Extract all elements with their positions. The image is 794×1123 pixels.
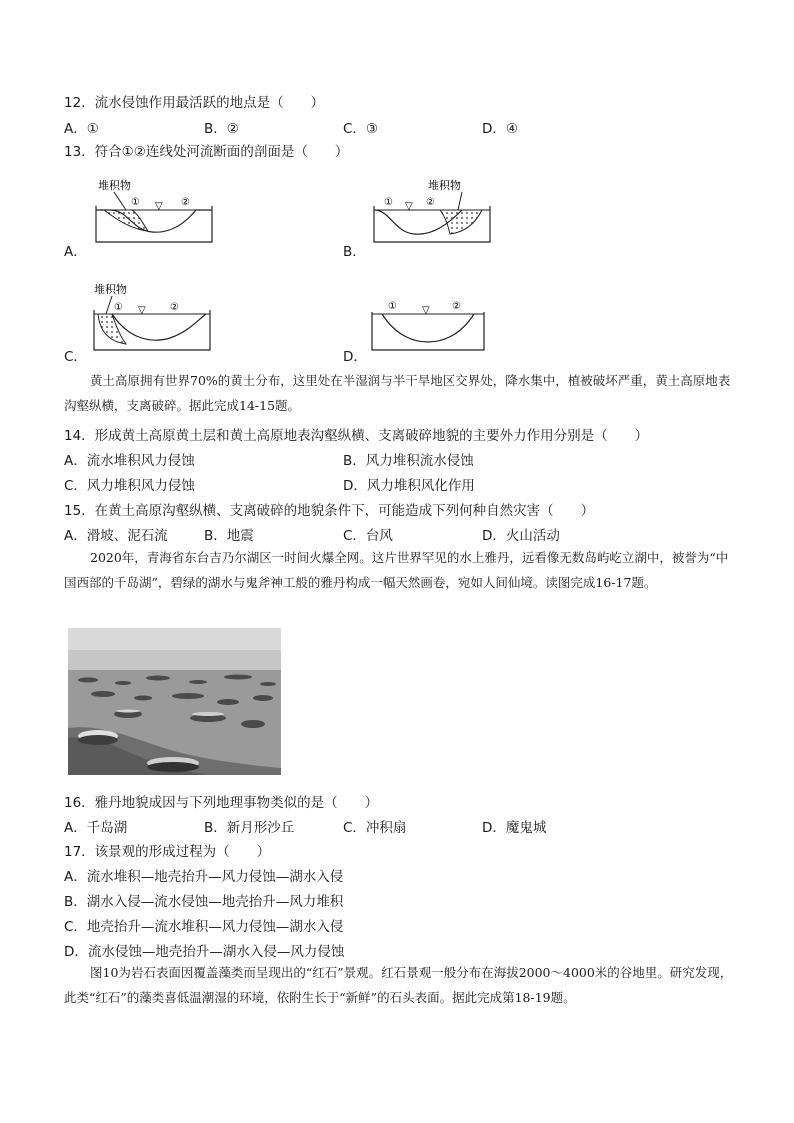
q13-diagram-c	[90, 280, 215, 356]
svg-text:①: ①	[114, 302, 123, 313]
q17-stem: 17．该景观的形成过程为（ ）	[64, 844, 271, 860]
svg-text:▽: ▽	[405, 201, 413, 212]
q14-stem: 14．形成黄土高原黄土层和黄土高原地表沟壑纵横、支离破碎地貌的主要外力作用分别是（ ）	[64, 428, 649, 444]
q13-option-a-letter: A．	[64, 244, 87, 260]
q13-option-b-letter: B．	[343, 244, 366, 260]
q13-option-d-letter: D．	[343, 349, 367, 365]
svg-text:①: ①	[388, 301, 397, 312]
q16-option-c: C．冲积扇	[343, 820, 407, 836]
q17-option-d: D．流水侵蚀—地壳抬升—湖水入侵—风力侵蚀	[64, 944, 345, 960]
svg-text:▽: ▽	[422, 305, 430, 316]
q13-option-c-letter: C．	[64, 349, 87, 365]
svg-text:①: ①	[131, 197, 140, 208]
q12-option-b: B．②	[204, 121, 239, 137]
q12-stem: 12．流水侵蚀作用最活跃的地点是（ ）	[64, 95, 325, 111]
q12-option-a: A．①	[64, 121, 99, 137]
q14-option-c: C．风力堆积风力侵蚀	[64, 478, 195, 494]
q15-option-a: A．滑坡、泥石流	[64, 528, 168, 544]
q17-option-b: B．湖水入侵—流水侵蚀—地壳抬升—风力堆积	[64, 894, 344, 910]
svg-text:堆积物: 堆积物	[94, 283, 127, 296]
svg-text:②: ②	[181, 197, 190, 208]
q16-option-a: A．千岛湖	[64, 820, 128, 836]
q16-option-d: D．魔鬼城	[482, 820, 547, 836]
svg-text:②: ②	[452, 301, 461, 312]
q12-option-d: D．④	[482, 121, 518, 137]
q17-option-a: A．流水堆积—地壳抬升—风力侵蚀—湖水入侵	[64, 869, 344, 885]
q16-option-b: B．新月形沙丘	[204, 820, 295, 836]
q13-diagram-b	[370, 176, 495, 252]
passage-loess: 黄土高原拥有世界70%的黄土分布，这里处在半湿润与半干旱地区交界处，降水集中，植被破坏严重，黄土高原地表沟壑纵横，支离破碎。据此完成14-15题。	[64, 373, 731, 413]
q14-option-a: A．流水堆积风力侵蚀	[64, 453, 195, 469]
svg-text:▽: ▽	[155, 201, 163, 212]
svg-text:堆积物: 堆积物	[428, 179, 461, 192]
passage-yardang: 2020年，青海省东台吉乃尔湖区一时间火爆全网。这片世界罕见的水上雅丹，远看像无数岛屿屹立湖中，被誉为“中国西部的千岛湖”，碧绿的湖水与鬼斧神工般的雅丹构成一幅天然画卷，宛如人间仙境。读图完成16-17题。	[64, 550, 729, 590]
q13-stem: 13．符合①②连线处河流断面的剖面是（ ）	[64, 144, 349, 160]
q14-option-d: D．风力堆积风化作用	[343, 478, 475, 494]
q16-stem: 16．雅丹地貌成因与下列地理事物类似的是（ ）	[64, 795, 379, 811]
q14-option-b: B．风力堆积流水侵蚀	[343, 453, 474, 469]
q13-diagram-d	[368, 292, 488, 356]
svg-text:②: ②	[426, 197, 435, 208]
q15-option-d: D．火山活动	[482, 528, 560, 544]
svg-text:▽: ▽	[138, 305, 146, 316]
q17-option-c: C．地壳抬升—流水堆积—风力侵蚀—湖水入侵	[64, 919, 344, 935]
svg-text:②: ②	[170, 302, 179, 313]
q15-option-b: B．地震	[204, 528, 254, 544]
yardang-lake-photo	[68, 628, 281, 775]
passage-redstone: 图10为岩石表面因覆盖藻类而呈现出的“红石”景观。红石景观一般分布在海拔2000～4000米的谷地里。研究发现，此类“红石”的藻类喜低温潮湿的环境，依附生长于“新鲜”的石头表面。据此完成第18-19题。	[64, 965, 733, 1005]
svg-text:①: ①	[384, 197, 393, 208]
deposit-label: 堆积物	[98, 179, 131, 192]
q12-option-c: C．③	[343, 121, 379, 137]
q13-diagram-a	[92, 176, 217, 252]
q15-option-c: C．台风	[343, 528, 393, 544]
q15-stem: 15．在黄土高原沟壑纵横、支离破碎的地貌条件下，可能造成下列何种自然灾害（ ）	[64, 503, 595, 519]
